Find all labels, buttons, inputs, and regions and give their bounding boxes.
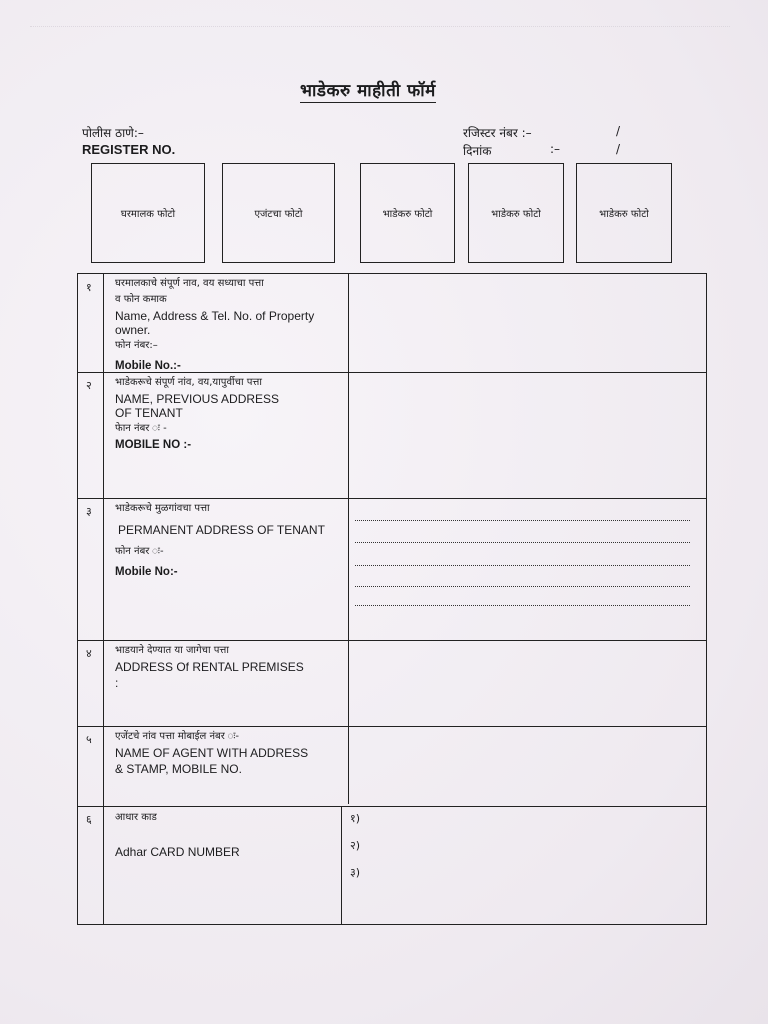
row-line: & STAMP, MOBILE NO. [115,762,242,776]
row-line: एजेंटचे नांव पत्ता मोबाईल नंबर ः- [115,731,240,742]
photo-label: एजंटचा फोटो [254,209,303,220]
dotted-line [355,520,690,521]
row-number: ६ [86,813,92,826]
row-line: Adhar CARD NUMBER [115,845,240,859]
photo-box-owner [91,163,205,263]
row-owner-details [115,277,340,373]
row-agent-details [115,730,340,776]
date-colon: :– [550,142,561,156]
form-title: भाडेकरु माहीती फॉर्म [300,78,436,103]
row-line: ADDRESS Of RENTAL PREMISES [115,660,304,674]
dotted-line [355,542,690,543]
bleed-through-text [30,26,730,35]
row-line: आधार काड [115,812,157,823]
photo-box-agent [222,163,335,263]
row-divider [78,640,706,641]
row-divider [78,726,706,727]
row-line: : [115,676,119,690]
row-line: फोन नंबर:– [115,340,158,351]
date-slash: / [616,142,621,156]
row-line: फोन नंबर ः- [115,546,164,557]
row-line: NAME OF AGENT WITH ADDRESS [115,746,309,760]
register-number-slash: / [616,124,621,138]
row-number: २ [86,379,92,392]
row-line: भाडेकरूचे मुळगांवचा पत्ता [115,503,210,514]
aadhaar-entry-2: २) [350,839,361,852]
photo-label: घरमालक फोटो [120,209,176,220]
row-line: PERMANENT ADDRESS OF TENANT [118,523,325,537]
photo-box-tenant-2 [468,163,564,263]
row-divider [78,498,706,499]
column-divider [341,806,342,924]
row-line: OF TENANT [115,406,183,420]
row-line: भाडयाने देण्यात या जागेचा पत्ता [115,645,229,656]
row-line: व फोन कमाक [115,294,167,305]
row-line: घरमालकाचे संपूर्ण नाव, वय सध्याचा पत्ता [115,278,264,289]
row-number: ४ [86,647,92,660]
row-aadhaar [115,811,340,859]
row-line: Name, Address & Tel. No. of Property [115,309,315,323]
row-number: ५ [86,733,92,746]
photo-label: भाडेकरु फोटो [382,209,433,220]
row-tenant-details [115,376,340,452]
photo-label: भाडेकरु फोटो [599,209,649,220]
aadhaar-entry-1: १) [350,812,361,825]
photo-box-tenant-1 [360,163,455,263]
row-line: MOBILE NO :- [115,439,192,451]
row-line: भाडेकरूचे संपूर्ण नांव, वय,यापुर्वीचा पत्ता [115,377,262,388]
register-number-label: रजिस्टर नंबर :– [463,126,532,140]
photo-label: भाडेकरु फोटो [491,209,541,220]
row-line: Mobile No.:- [115,360,181,372]
column-divider [348,274,349,804]
dotted-line [355,565,690,566]
dotted-line [355,586,690,587]
details-table [77,273,707,925]
row-divider [78,806,706,807]
row-permanent-address [115,502,340,579]
dotted-line [355,605,690,606]
register-no-label: REGISTER NO. [82,142,176,157]
row-line: Mobile No:- [115,566,178,578]
row-line: फेान नंबर ः - [115,423,167,434]
police-station-label: पोलीस ठाणे:– [82,126,144,140]
row-number: १ [86,281,92,294]
date-label: दिनांक [463,144,492,158]
row-number: ३ [86,505,92,518]
row-rental-address [115,644,340,690]
row-line: owner. [115,323,151,337]
photo-box-tenant-3 [576,163,672,263]
aadhaar-entry-3: ३) [350,866,361,879]
row-line: NAME, PREVIOUS ADDRESS [115,392,280,406]
